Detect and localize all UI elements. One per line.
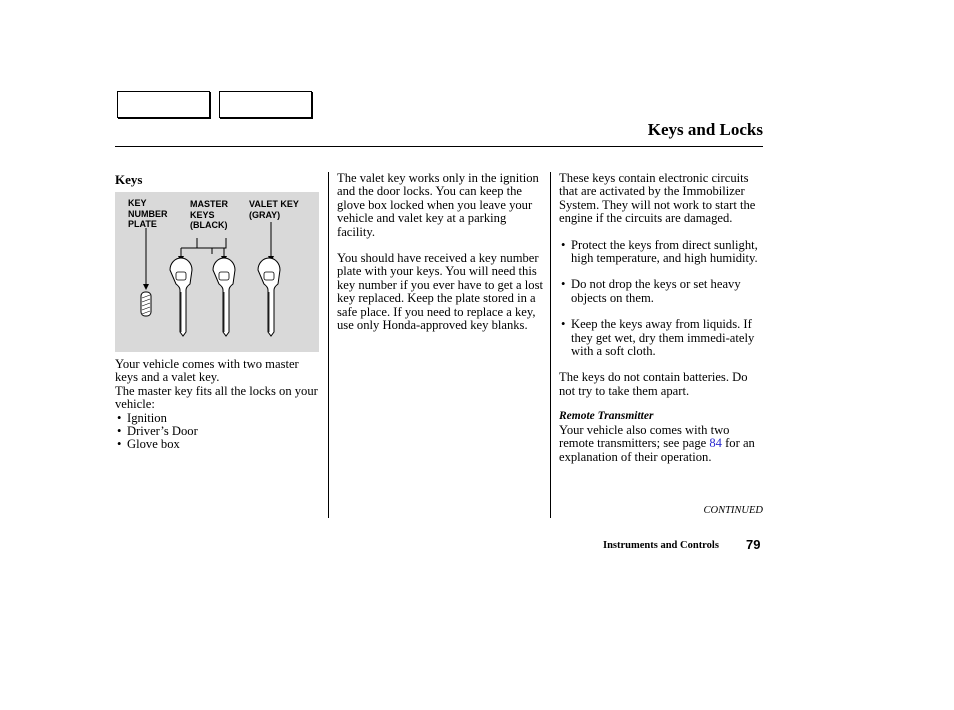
column-3-text <box>559 172 763 464</box>
nav-button-next[interactable] <box>219 91 312 118</box>
continued-label: CONTINUED <box>703 505 763 516</box>
list-item: • Ignition <box>115 412 320 425</box>
paragraph: You should have received a key number plate with your keys. You will need this key number if you ever have to get a lost key replaced. Keep the plate stored in a safe place. If you need to replace a key, use only Honda-approved key blanks. <box>337 251 543 333</box>
title-rule <box>115 146 763 147</box>
list-item: • Glove box <box>115 438 320 451</box>
column-1-text <box>115 358 320 452</box>
page-link[interactable]: 84 <box>709 436 722 451</box>
paragraph: The master key fits all the locks on your vehicle: <box>115 383 318 412</box>
keys-drawing <box>115 192 319 352</box>
label-valet-key: VALET KEY (GRAY) <box>249 199 299 220</box>
label-master-keys: MASTER KEYS (BLACK) <box>190 199 228 230</box>
footer-section: Instruments and Controls <box>603 540 719 551</box>
column-divider-1 <box>328 172 329 518</box>
page-title: Keys and Locks <box>647 120 763 139</box>
list-item: • Driver’s Door <box>115 425 320 438</box>
column-2-text <box>337 172 543 332</box>
column-divider-2 <box>550 172 551 518</box>
list-item: • Protect the keys from direct sunlight, high temperature, and high humidity. <box>559 239 763 266</box>
keys-illustration <box>115 192 319 352</box>
subheading-remote-transmitter: Remote Transmitter <box>559 410 654 423</box>
paragraph-text: for an explanation of their operation. <box>559 436 755 464</box>
label-key-number-plate: KEY NUMBER PLATE <box>128 198 168 229</box>
paragraph <box>559 424 763 464</box>
list-item: • Do not drop the keys or set heavy objects on them. <box>559 278 763 305</box>
list-item: • Keep the keys away from liquids. If they get wet, dry them immedi-ately with a soft cloth. <box>559 318 763 358</box>
nav-button-previous[interactable] <box>117 91 210 118</box>
paragraph: These keys contain electronic circuits that are activated by the Immobilizer System. They will not work to start the engine if the circuits are damaged. <box>559 171 756 226</box>
paragraph: The valet key works only in the ignition and the door locks. You can keep the glove box locked when you leave your vehicle and valet key at a parking facility. <box>337 171 539 239</box>
paragraph-text: Your vehicle also comes with two remote transmitters; see page <box>559 422 730 451</box>
section-heading-keys: Keys <box>115 172 143 187</box>
paragraph: The keys do not contain batteries. Do not try to take them apart. <box>559 370 748 398</box>
paragraph: Your vehicle comes with two master keys and a valet key. <box>115 357 299 385</box>
page-number: 79 <box>746 537 761 552</box>
